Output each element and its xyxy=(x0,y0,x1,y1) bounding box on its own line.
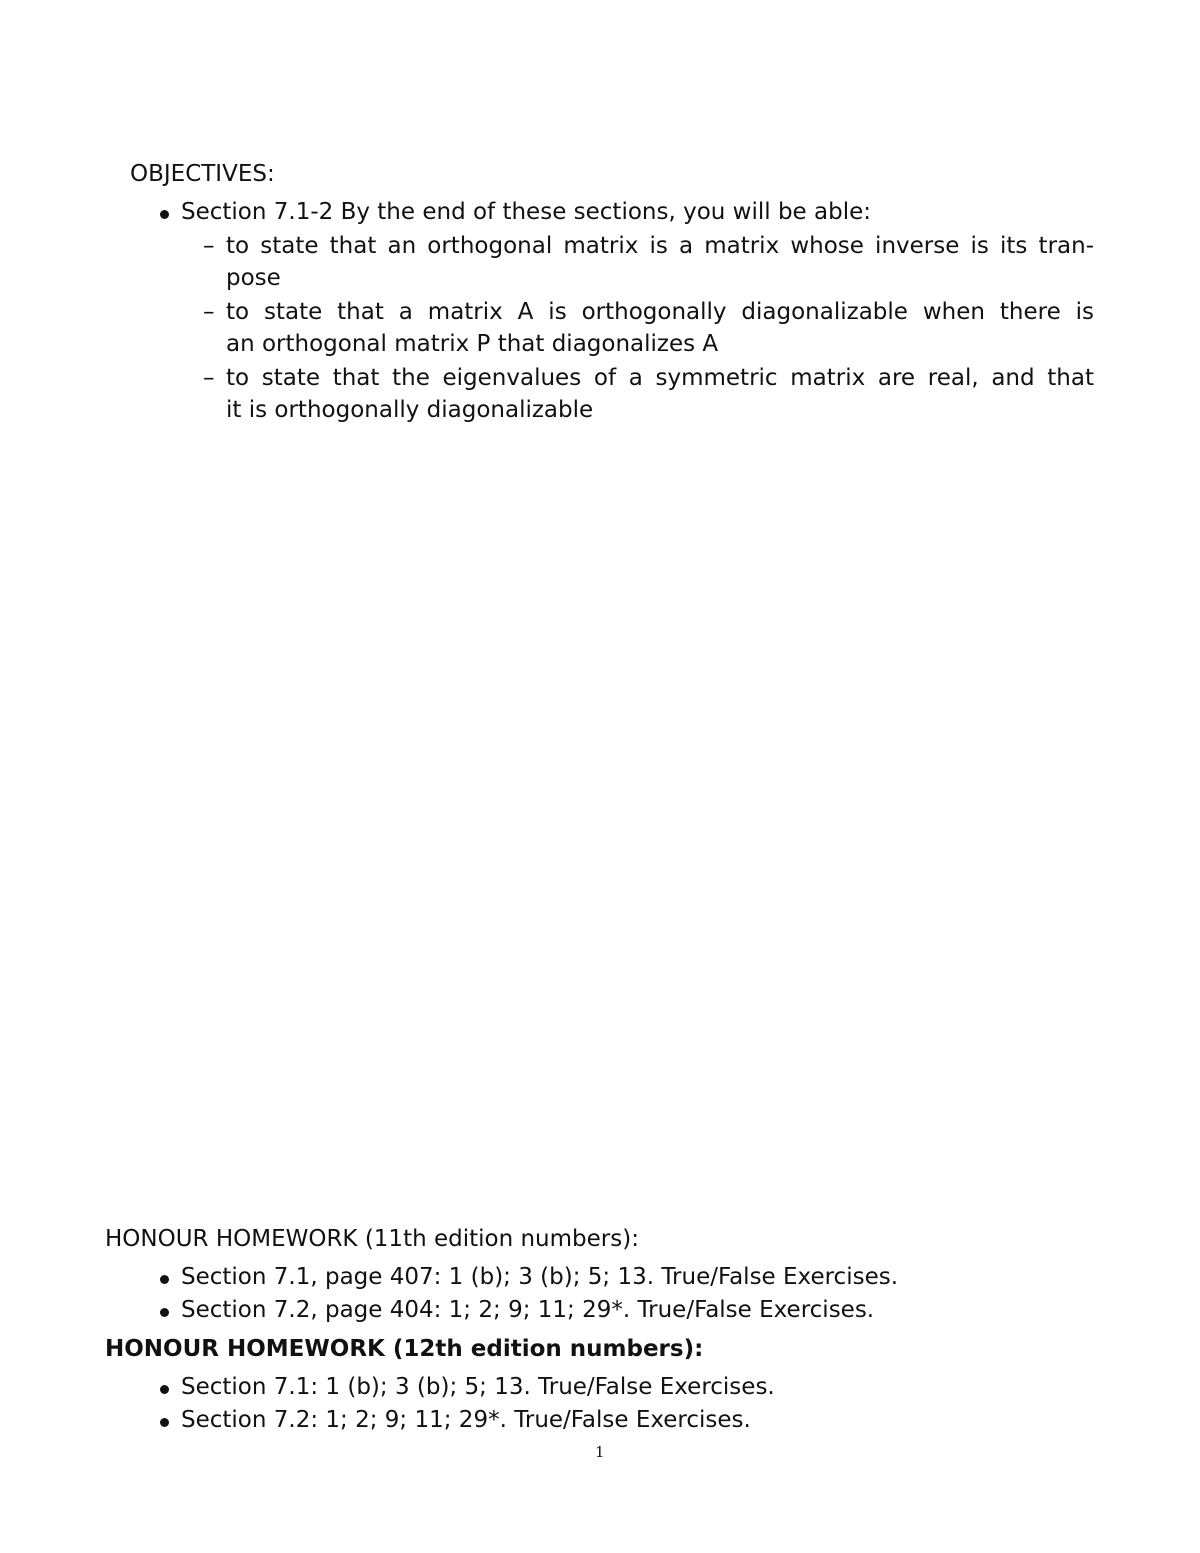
objective-item-1-line-2: pose xyxy=(226,265,281,291)
bullet-icon xyxy=(160,1308,169,1317)
objective-item-3-line-2: it is orthogonally diagonalizable xyxy=(226,397,594,423)
objectives-heading: OBJECTIVES: xyxy=(130,161,275,187)
bullet-icon xyxy=(160,1275,169,1284)
page-number: 1 xyxy=(595,1443,605,1461)
objective-item-1-line-1: to state that an orthogonal matrix is a matrix whose inverse is its tran- xyxy=(226,233,1094,259)
objective-item-2-line-2: an orthogonal matrix P that diagonalizes A xyxy=(226,331,719,357)
homework-12th-heading: HONOUR HOMEWORK (12th edition numbers): xyxy=(105,1336,704,1362)
bullet-icon xyxy=(160,210,169,219)
dash-marker: – xyxy=(203,299,215,325)
homework-11th-item-2: Section 7.2, page 404: 1; 2; 9; 11; 29*. True/False Exercises. xyxy=(181,1297,875,1323)
bullet-icon xyxy=(160,1385,169,1394)
homework-12th-item-2: Section 7.2: 1; 2; 9; 11; 29*. True/False Exercises. xyxy=(181,1407,751,1433)
dash-marker: – xyxy=(203,365,215,391)
objective-item-2-line-1: to state that a matrix A is orthogonally diagonalizable when there is xyxy=(226,299,1094,325)
dash-marker: – xyxy=(203,233,215,259)
homework-12th-item-1: Section 7.1: 1 (b); 3 (b); 5; 13. True/False Exercises. xyxy=(181,1374,775,1400)
homework-11th-heading: HONOUR HOMEWORK (11th edition numbers): xyxy=(105,1226,639,1252)
bullet-icon xyxy=(160,1418,169,1427)
objective-item-3-line-1: to state that the eigenvalues of a symmetric matrix are real, and that xyxy=(226,365,1094,391)
homework-11th-item-1: Section 7.1, page 407: 1 (b); 3 (b); 5; 13. True/False Exercises. xyxy=(181,1264,899,1290)
objectives-section-item: Section 7.1-2 By the end of these sections, you will be able: xyxy=(181,199,871,225)
